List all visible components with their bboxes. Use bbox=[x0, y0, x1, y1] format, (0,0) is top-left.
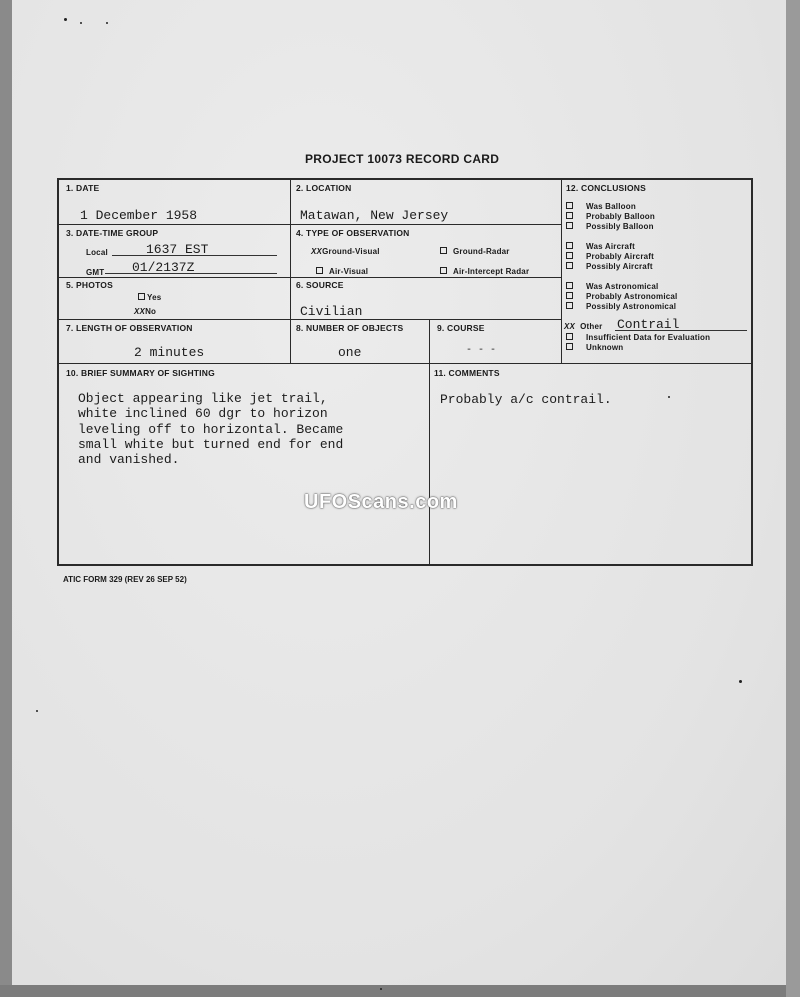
scan-edge-bottom bbox=[0, 985, 800, 997]
dtg-label: 3. DATE-TIME GROUP bbox=[66, 228, 159, 238]
conclusion-label: Probably Balloon bbox=[586, 212, 655, 221]
checkbox-icon bbox=[138, 293, 145, 300]
course-label: 9. COURSE bbox=[437, 323, 485, 333]
other-value: Contrail bbox=[617, 317, 680, 332]
ground-radar-option bbox=[440, 247, 510, 256]
gmt-label: GMT bbox=[86, 268, 105, 277]
source-value: Civilian bbox=[300, 304, 363, 319]
conclusion-option bbox=[566, 202, 655, 212]
conclusion-label: Probably Astronomical bbox=[586, 292, 678, 301]
length-label: 7. LENGTH OF OBSERVATION bbox=[66, 323, 193, 333]
photos-yes-option bbox=[138, 293, 161, 302]
photos-yes-label: Yes bbox=[147, 293, 162, 302]
summary-label: 10. BRIEF SUMMARY OF SIGHTING bbox=[66, 368, 215, 378]
summary-text bbox=[78, 391, 418, 467]
conclusion-option bbox=[566, 222, 655, 232]
summary-line: small white but turned end for end bbox=[78, 436, 344, 452]
divider bbox=[59, 319, 561, 320]
air-visual-option bbox=[316, 267, 368, 276]
aircraft-group bbox=[566, 242, 654, 272]
location-label: 2. LOCATION bbox=[296, 183, 352, 193]
ground-visual-mark: XX bbox=[311, 247, 323, 256]
photos-no-mark: XX bbox=[134, 307, 146, 316]
conclusion-label: Was Aircraft bbox=[586, 242, 635, 251]
conclusion-option bbox=[566, 333, 710, 343]
conclusion-option bbox=[566, 282, 677, 292]
conclusion-option bbox=[566, 242, 654, 252]
ground-visual-option bbox=[311, 247, 380, 256]
photos-no-label: No bbox=[145, 307, 157, 316]
checkbox-icon bbox=[316, 267, 323, 274]
photos-no-option bbox=[134, 307, 156, 316]
conclusion-option bbox=[566, 262, 654, 272]
conclusion-label: Insufficient Data for Evaluation bbox=[586, 333, 711, 342]
other-mark: XX bbox=[564, 322, 576, 331]
date-value: 1 December 1958 bbox=[80, 208, 198, 223]
scan-speck bbox=[106, 22, 108, 24]
location-value: Matawan, New Jersey bbox=[300, 208, 449, 223]
photos-label: 5. PHOTOS bbox=[66, 280, 113, 290]
divider bbox=[561, 180, 562, 363]
gmt-value: 01/2137Z bbox=[132, 260, 195, 275]
checkbox-icon bbox=[566, 242, 573, 249]
divider bbox=[290, 180, 291, 363]
divider bbox=[59, 277, 561, 278]
conclusion-option bbox=[566, 252, 654, 262]
comments-value: Probably a/c contrail. bbox=[440, 392, 612, 407]
other-label: Other bbox=[580, 322, 603, 331]
scan-speck bbox=[80, 22, 82, 24]
other-option bbox=[564, 322, 602, 331]
checkbox-icon bbox=[566, 252, 573, 259]
conclusions-label: 12. CONCLUSIONS bbox=[566, 183, 646, 193]
scan-edge-right bbox=[786, 0, 800, 997]
local-label: Local bbox=[86, 248, 108, 257]
conclusion-option bbox=[566, 343, 710, 353]
course-value: - - - bbox=[466, 345, 497, 356]
summary-line: white inclined 60 dgr to horizon bbox=[78, 406, 328, 422]
form-number: ATIC FORM 329 (REV 26 SEP 52) bbox=[63, 575, 187, 584]
checkbox-icon bbox=[566, 302, 573, 309]
air-intercept-option bbox=[440, 267, 529, 276]
card-title: PROJECT 10073 RECORD CARD bbox=[305, 152, 500, 166]
conclusion-label: Was Balloon bbox=[586, 202, 636, 211]
local-value: 1637 EST bbox=[146, 242, 209, 257]
conclusion-label: Possibly Balloon bbox=[586, 222, 654, 231]
checkbox-icon bbox=[566, 202, 573, 209]
conclusion-label: Probably Aircraft bbox=[586, 252, 655, 261]
checkbox-icon bbox=[440, 267, 447, 274]
comments-label: 11. COMMENTS bbox=[434, 368, 500, 378]
conclusion-label: Possibly Aircraft bbox=[586, 262, 653, 271]
conclusion-label: Possibly Astronomical bbox=[586, 302, 677, 311]
length-value: 2 minutes bbox=[134, 345, 205, 360]
source-label: 6. SOURCE bbox=[296, 280, 344, 290]
conclusion-label: Was Astronomical bbox=[586, 282, 659, 291]
checkbox-icon bbox=[566, 222, 573, 229]
divider bbox=[429, 320, 430, 566]
watermark: UFOScans.com bbox=[304, 491, 458, 513]
checkbox-icon bbox=[566, 292, 573, 299]
ground-visual-label: Ground-Visual bbox=[322, 247, 380, 256]
checkbox-icon bbox=[566, 262, 573, 269]
conclusion-option bbox=[566, 292, 677, 302]
checkbox-icon bbox=[440, 247, 447, 254]
objects-label: 8. NUMBER OF OBJECTS bbox=[296, 323, 404, 333]
checkbox-icon bbox=[566, 282, 573, 289]
scan-speck bbox=[36, 710, 38, 712]
conclusion-label: Unknown bbox=[586, 343, 624, 352]
conclusion-option bbox=[566, 212, 655, 222]
astro-group bbox=[566, 282, 677, 312]
air-visual-label: Air-Visual bbox=[329, 267, 369, 276]
divider bbox=[59, 363, 751, 364]
date-label: 1. DATE bbox=[66, 183, 100, 193]
checkbox-icon bbox=[566, 212, 573, 219]
summary-line: and vanished. bbox=[78, 452, 180, 468]
other-conclusions bbox=[566, 333, 710, 353]
divider bbox=[59, 224, 561, 225]
scan-speck bbox=[380, 988, 382, 990]
scan-speck bbox=[64, 18, 67, 21]
summary-line: leveling off to horizontal. Became bbox=[78, 421, 344, 437]
objects-value: one bbox=[338, 345, 362, 360]
air-intercept-label: Air-Intercept Radar bbox=[453, 267, 530, 276]
checkbox-icon bbox=[566, 333, 573, 340]
checkbox-icon bbox=[566, 343, 573, 350]
ground-radar-label: Ground-Radar bbox=[453, 247, 510, 256]
conclusion-option bbox=[566, 302, 677, 312]
observation-label: 4. TYPE OF OBSERVATION bbox=[296, 228, 410, 238]
summary-line: Object appearing like jet trail, bbox=[78, 391, 328, 406]
scan-speck bbox=[739, 680, 742, 683]
balloon-group bbox=[566, 202, 655, 232]
